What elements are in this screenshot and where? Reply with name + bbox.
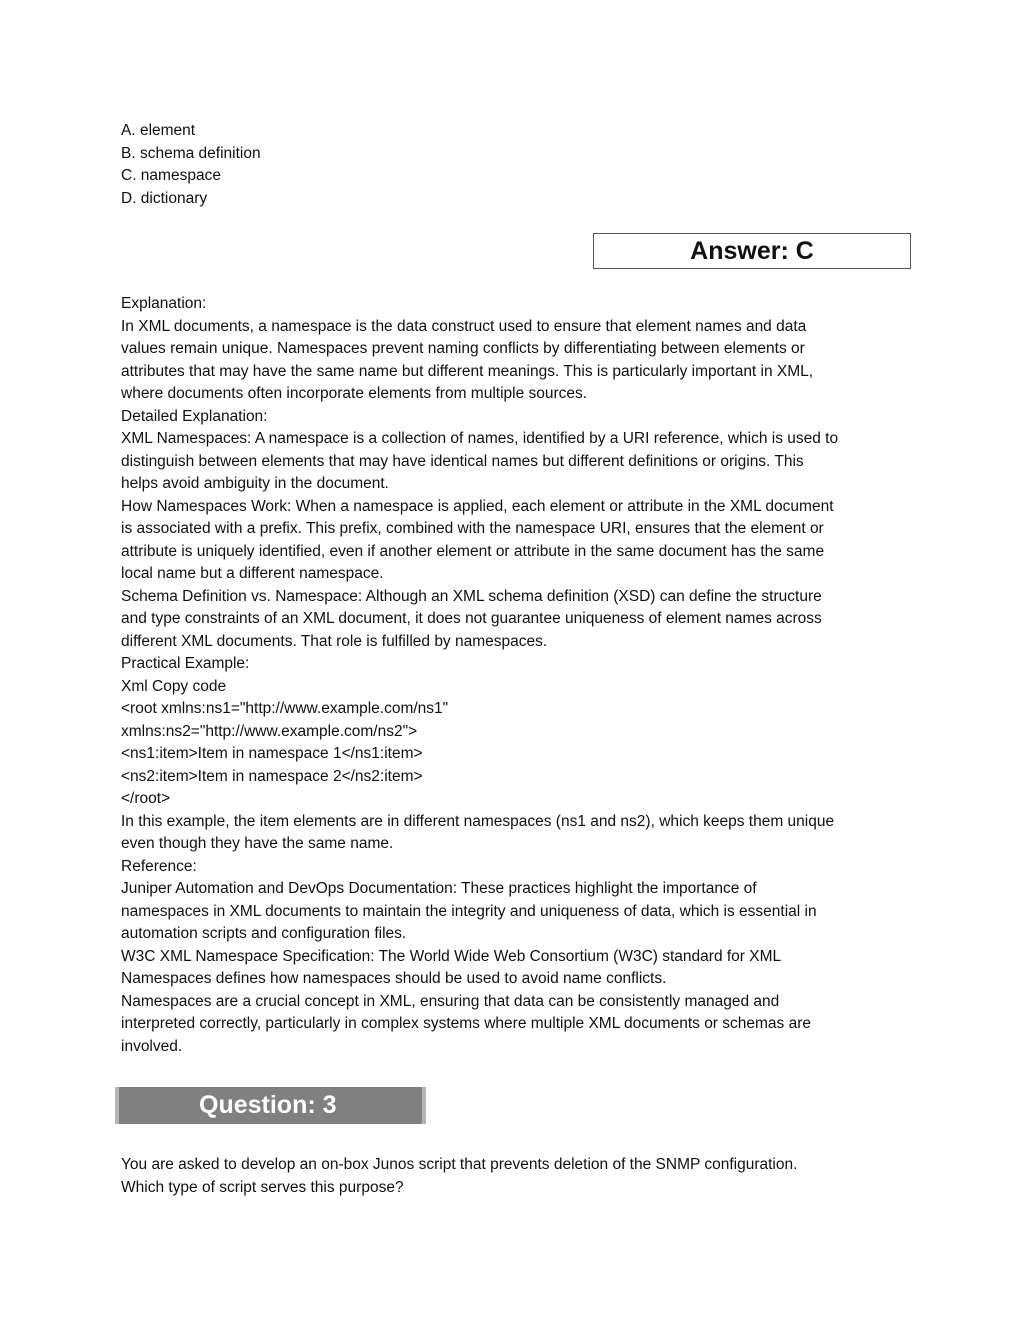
explanation-line: local name but a different namespace. (121, 565, 384, 582)
explanation-line: xmlns:ns2="http://www.example.com/ns2"> (121, 722, 418, 740)
explanation-line: Schema Definition vs. Namespace: Although an XML schema definition (XSD) can define the structure (121, 587, 822, 605)
explanation-line: where documents often incorporate elements from multiple sources. (121, 385, 588, 402)
explanation-line: helps avoid ambiguity in the document. (121, 475, 389, 492)
explanation-line: Practical Example: (121, 655, 250, 672)
explanation-line: W3C XML Namespace Specification: The World Wide Web Consortium (W3C) standard for XML (121, 947, 782, 965)
explanation-line: In XML documents, a namespace is the data construct used to ensure that element names and data (121, 317, 807, 335)
explanation-line: Namespaces defines how namespaces should be used to avoid name conflicts. (121, 970, 667, 987)
question-banner: Question: 3 (115, 1087, 426, 1124)
explanation-line: How Namespaces Work: When a namespace is applied, each element or attribute in the XML document (121, 497, 834, 515)
explanation-line: <root xmlns:ns1="http://www.example.com/ns1" (121, 700, 449, 717)
option-c: C. namespace (121, 167, 221, 184)
explanation-line: interpreted correctly, particularly in complex systems where multiple XML documents or schemas are (121, 1015, 812, 1032)
question-body (121, 1154, 911, 1199)
explanation-line: attribute is uniquely identified, even if another element or attribute in the same document has the same (121, 542, 825, 560)
explanation-line: distinguish between elements that may have identical names but different definitions or origins. This (121, 452, 804, 470)
explanation-line: is associated with a prefix. This prefix, combined with the namespace URI, ensures that the element or (121, 520, 824, 537)
explanation-line: even though they have the same name. (121, 835, 394, 852)
question-line: You are asked to develop an on-box Junos script that prevents deletion of the SNMP configuration. (121, 1156, 798, 1173)
explanation-line: Detailed Explanation: (121, 407, 268, 425)
explanation-line: Namespaces are a crucial concept in XML, ensuring that data can be consistently managed and (121, 992, 780, 1010)
explanation-line: <ns1:item>Item in namespace 1</ns1:item> (121, 745, 423, 762)
explanation-line: Explanation: (121, 295, 207, 312)
explanation-line: Xml Copy code (121, 677, 227, 695)
explanation-line: namespaces in XML documents to maintain the integrity and uniqueness of data, which is essential in (121, 902, 817, 920)
option-b: B. schema definition (121, 144, 261, 162)
explanation-line: XML Namespaces: A namespace is a collection of names, identified by a URI reference, which is used to (121, 430, 839, 447)
explanation-line: Juniper Automation and DevOps Documentation: These practices highlight the importance of (121, 880, 757, 897)
explanation (121, 293, 911, 1058)
explanation-line: Reference: (121, 857, 197, 875)
explanation-line: different XML documents. That role is fulfilled by namespaces. (121, 632, 548, 650)
explanation-line: involved. (121, 1037, 183, 1055)
question-line: Which type of script serves this purpose? (121, 1178, 404, 1196)
option-d: D. dictionary (121, 189, 208, 207)
option-a: A. element (121, 122, 196, 139)
explanation-line: automation scripts and configuration files. (121, 925, 407, 942)
answer-options (121, 120, 911, 210)
explanation-line: and type constraints of an XML document, it does not guarantee uniqueness of element names across (121, 610, 822, 627)
answer-box: Answer: C (593, 233, 911, 269)
explanation-line: In this example, the item elements are in different namespaces (ns1 and ns2), which keeps them unique (121, 812, 835, 830)
explanation-line: </root> (121, 790, 171, 807)
explanation-line: values remain unique. Namespaces prevent naming conflicts by differentiating between elements or (121, 340, 805, 357)
explanation-line: <ns2:item>Item in namespace 2</ns2:item> (121, 767, 423, 785)
explanation-line: attributes that may have the same name but different meanings. This is particularly important in XML, (121, 362, 814, 380)
